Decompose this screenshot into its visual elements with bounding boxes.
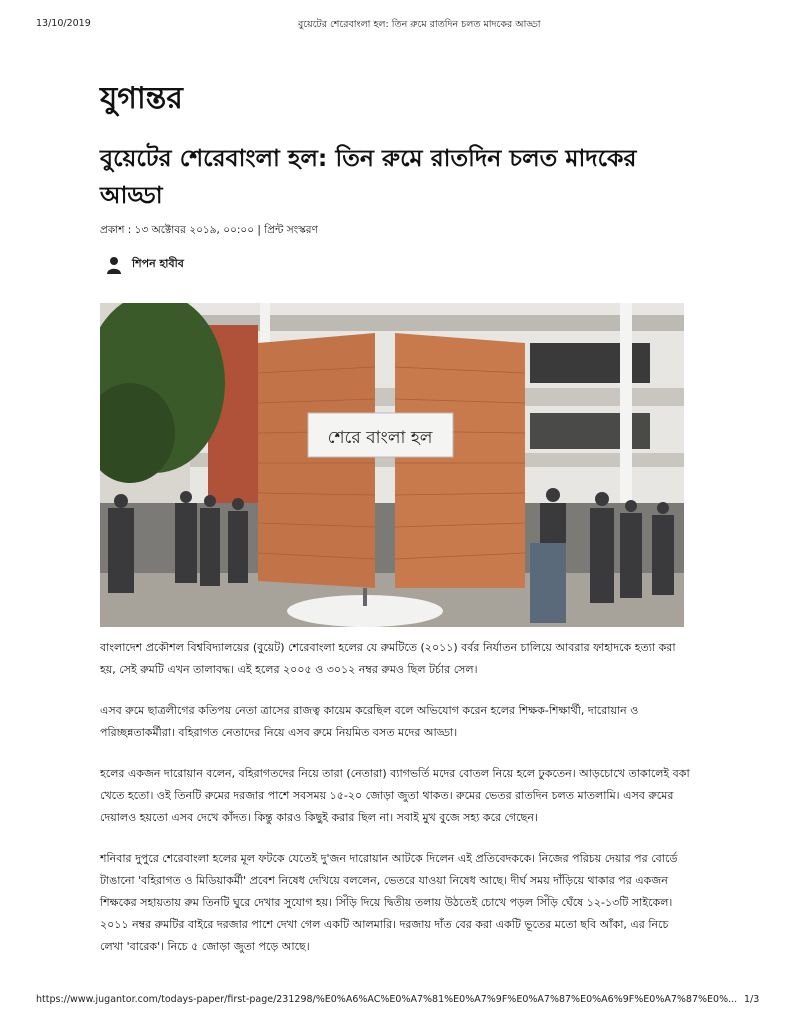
- article-headline: বুয়েটের শেরেবাংলা হল: তিন রুমে রাতদিন চলত মাদকের আড্ডা: [100, 144, 637, 209]
- jugantor-logo: [98, 76, 283, 118]
- logo-text: যুগান্তর: [100, 81, 183, 116]
- article-paragraph: বাংলাদেশ প্রকৌশল বিশ্ববিদ্যালয়ের (বুয়েট) শেরেবাংলা হলের যে রুমটিতে (২০১১) বর্বর নির্যাতন চালিয়ে আবরার ফাহাদকে হত্যা করা হয়, সেই রুমটি এখন তালাবদ্ধ। এই হলের ২০০৫ ও ৩০১২ নম্বর রুমও ছিল টর্চার সেল।: [100, 641, 676, 676]
- author-name: শিপন হাবীব: [132, 257, 184, 270]
- print-page-number: 1/3: [744, 994, 760, 1005]
- print-url: https://www.jugantor.com/todays-paper/first-page/231298/%E0%A6%AC%E0%A7%81%E0%A7%9F%E0%A7%87%E0%A6%9F%E0%A7%87%E0%...: [36, 994, 738, 1005]
- print-page-title: বুয়েটের শেরেবাংলা হল: তিন রুমে রাতদিন চলত মাদকের আড্ডা: [298, 19, 541, 30]
- article-paragraph: হলের একজন দারোয়ান বলেন, বহিরাগতদের নিয়ে তারা (নেতারা) ব্যাগভর্তি মদের বোতল নিয়ে হলে ঢুকতেন। আড়চোখে তাকালেই বকা খেতে হতো। ওই তিনটি রুমের দরজার পাশে সবসময় ১৫-২০ জোড়া জুতা থাকত। রুমের ভেতর রাতদিন চলত মাতলামি। এসব রুমের দেয়ালও হয়তো এসব দেখে কাঁদত। কিন্তু কারও কিছুই করার ছিল না। সবাই মুখ বুজে সহ্য করে গেছেন।: [100, 767, 690, 824]
- article-paragraph: এসব রুমে ছাত্রলীগের কতিপয় নেতা ত্রাসের রাজত্ব কায়েম করেছিল বলে অভিযোগ করেন হলের শিক্ষক-শিক্ষার্থী, দারোয়ান ও পরিচ্ছন্নতাকর্মীরা। বহিরাগত নেতাদের নিয়ে এসব রুমে নিয়মিত বসত মদের আড্ডা।: [100, 704, 639, 739]
- print-date: 13/10/2019: [36, 18, 91, 29]
- author-byline: [106, 255, 184, 274]
- article-paragraph: শনিবার দুপুরে শেরেবাংলা হলের মূল ফটকে যেতেই দু'জন দারোয়ান আটকে দিলেন এই প্রতিবেদককে। নিজের পরিচয় দেয়ার পর বোর্ডে টাঙানো 'বহিরাগত ও মিডিয়াকর্মী' প্রবেশ নিষেধ দেখিয়ে বললেন, ভেতরে যাওয়া নিষেধ আছে। দীর্ঘ সময় দাঁড়িয়ে থাকার পর একজন শিক্ষকের সহায়তায় রুম তিনটি ঘুরে দেখার সুযোগ হয়। সিঁড়ি দিয়ে দ্বিতীয় তলায় উঠতেই চোখে পড়ল সিঁড়ি ঘেঁষে ১২-১৩টি সাইকেল। ২০১১ নম্বর রুমটির বাইরে দরজার পাশে দেখা গেল একটি আলমারি। দরজায় দাঁত বের করা একটি ভূতের মতো ছবি আঁকা, এর নিচে লেখা 'বারেক'। নিচে ৫ জোড়া জুতা পড়ে আছে।: [100, 852, 678, 953]
- photo-sign-text: শেরে বাংলা হল: [327, 428, 433, 448]
- person-icon: [106, 256, 122, 274]
- article-photo: [100, 303, 684, 627]
- publish-info: প্রকাশ : ১৩ অক্টোবর ২০১৯, ০০:০০ | প্রিন্ট সংস্করণ: [100, 224, 318, 236]
